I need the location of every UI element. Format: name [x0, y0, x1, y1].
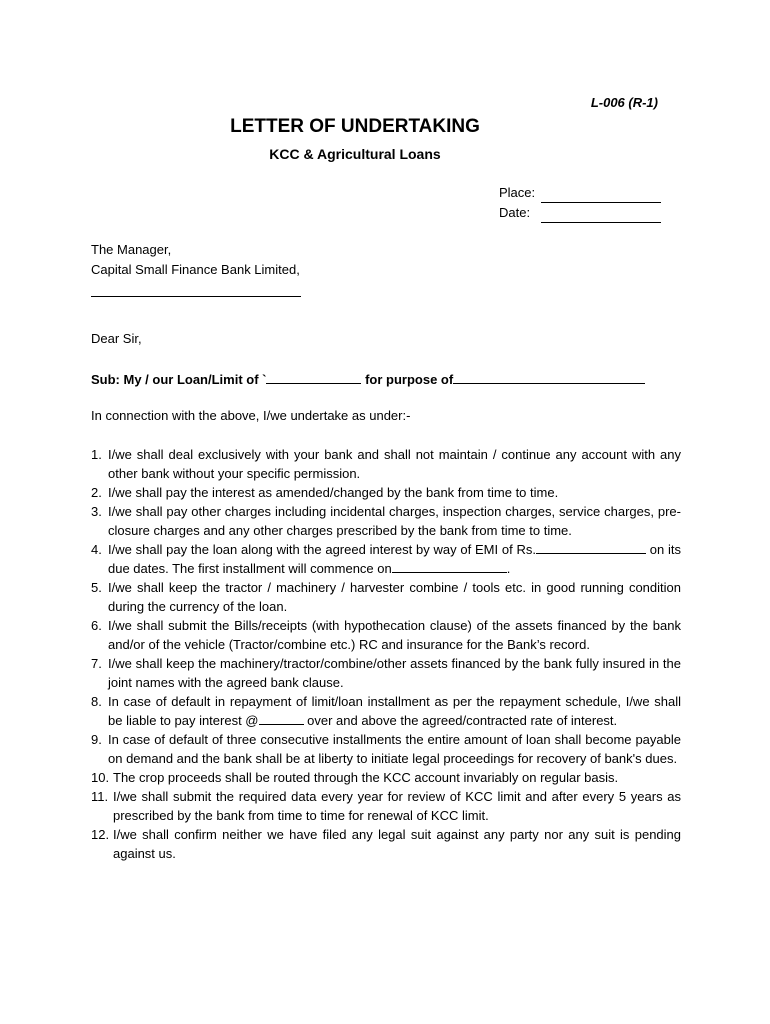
clause-number: 2.: [91, 485, 102, 500]
form-code: L-006 (R-1): [590, 95, 658, 110]
clause-text: In case of default of three consecutive installments the entire amount of loan shall become payable on demand and the bank shall be at liberty to initiate legal proceedings for recovery of bank's dues.: [108, 732, 681, 766]
emi-amount-field[interactable]: [536, 541, 646, 554]
clause-text: I/we shall submit the Bills/receipts (with hypothecation clause) of the assets financed by the bank and/or of the vehicle (Tractor/combine etc.) RC and insurance for the Bank’s record.: [108, 618, 681, 652]
date-row: [499, 203, 661, 223]
clause-text-part: on its due dates. The first installment will commence on: [108, 542, 681, 576]
clause-text: I/we shall confirm neither we have filed any legal suit against any party nor any suit is pending against us.: [113, 827, 681, 861]
clause-number: 1.: [91, 447, 102, 462]
penal-interest-field[interactable]: [259, 712, 304, 725]
clause-number: 10.: [91, 770, 110, 785]
list-item: [91, 692, 681, 730]
clause-text-part: .: [506, 561, 511, 576]
recipient-line-1: The Manager,: [91, 242, 172, 257]
clause-text: I/we shall deal exclusively with your bank and shall not maintain / continue any account with any other bank without your specific permission.: [108, 447, 681, 481]
place-date-block: [499, 183, 661, 223]
loan-amount-field[interactable]: [266, 370, 361, 384]
clause-number: 4.: [91, 542, 102, 557]
clause-number: 7.: [91, 656, 102, 671]
clause-text: I/we shall submit the required data every year for review of KCC limit and after every 5 years as prescribed by the bank from time to time for renewal of KCC limit.: [113, 789, 681, 823]
clause-number: 11.: [91, 789, 109, 804]
date-field[interactable]: [541, 208, 661, 223]
clause-text: I/we shall keep the machinery/tractor/combine/other assets financed by the bank fully insured in the joint names with the agreed bank clause.: [108, 656, 681, 690]
clause-text-part: I/we shall pay the loan along with the agreed interest by way of EMI of Rs.: [108, 542, 536, 557]
list-item: [91, 540, 681, 578]
place-row: [499, 183, 661, 203]
clause-number: 12.: [91, 827, 110, 842]
clause-text: I/we shall pay other charges including incidental charges, inspection charges, service charges, pre-closure charges and any other charges prescribed by the bank from time to time.: [108, 504, 681, 538]
subject-middle: for purpose of: [361, 372, 454, 387]
place-field[interactable]: [541, 188, 661, 203]
clause-text: [108, 692, 681, 730]
list-item: [91, 654, 681, 692]
clause-number: 6.: [91, 618, 102, 633]
first-installment-date-field[interactable]: [392, 560, 507, 573]
page-subtitle: KCC & Agricultural Loans: [269, 146, 441, 162]
clause-number: 9.: [91, 732, 102, 747]
list-item: [91, 483, 681, 502]
undertaking-clauses: [91, 445, 681, 863]
clause-text: The crop proceeds shall be routed through the KCC account invariably on regular basis.: [113, 770, 619, 785]
salutation: Dear Sir,: [91, 331, 142, 346]
list-item: [91, 825, 681, 863]
list-item: [91, 787, 681, 825]
date-label: Date:: [499, 205, 531, 220]
clause-text: I/we shall pay the interest as amended/changed by the bank from time to time.: [108, 485, 559, 500]
page-title: LETTER OF UNDERTAKING: [230, 116, 480, 137]
loan-purpose-field[interactable]: [453, 370, 645, 384]
list-item: [91, 445, 681, 483]
clause-text: [108, 540, 681, 578]
subject-prefix: Sub: My / our Loan/Limit of `: [91, 372, 267, 387]
list-item: [91, 578, 681, 616]
clause-text-part: In case of default in repayment of limit/loan installment as per the repayment schedule, I/we shall be liable to pay interest @: [108, 694, 681, 728]
intro-text: In connection with the above, I/we undertake as under:-: [91, 408, 411, 423]
subject-line: [91, 370, 645, 387]
list-item: [91, 502, 681, 540]
branch-address-field[interactable]: [91, 282, 301, 297]
clause-number: 8.: [91, 694, 102, 709]
clause-text-part: over and above the agreed/contracted rate of interest.: [303, 713, 618, 728]
list-item: [91, 730, 681, 768]
recipient-block: [91, 240, 301, 297]
recipient-line-2: Capital Small Finance Bank Limited,: [91, 262, 300, 277]
clause-number: 5.: [91, 580, 102, 595]
list-item: [91, 616, 681, 654]
list-item: [91, 768, 681, 787]
clause-number: 3.: [91, 504, 102, 519]
place-label: Place:: [499, 185, 536, 200]
clause-text: I/we shall keep the tractor / machinery / harvester combine / tools etc. in good running condition during the currency of the loan.: [108, 580, 681, 614]
